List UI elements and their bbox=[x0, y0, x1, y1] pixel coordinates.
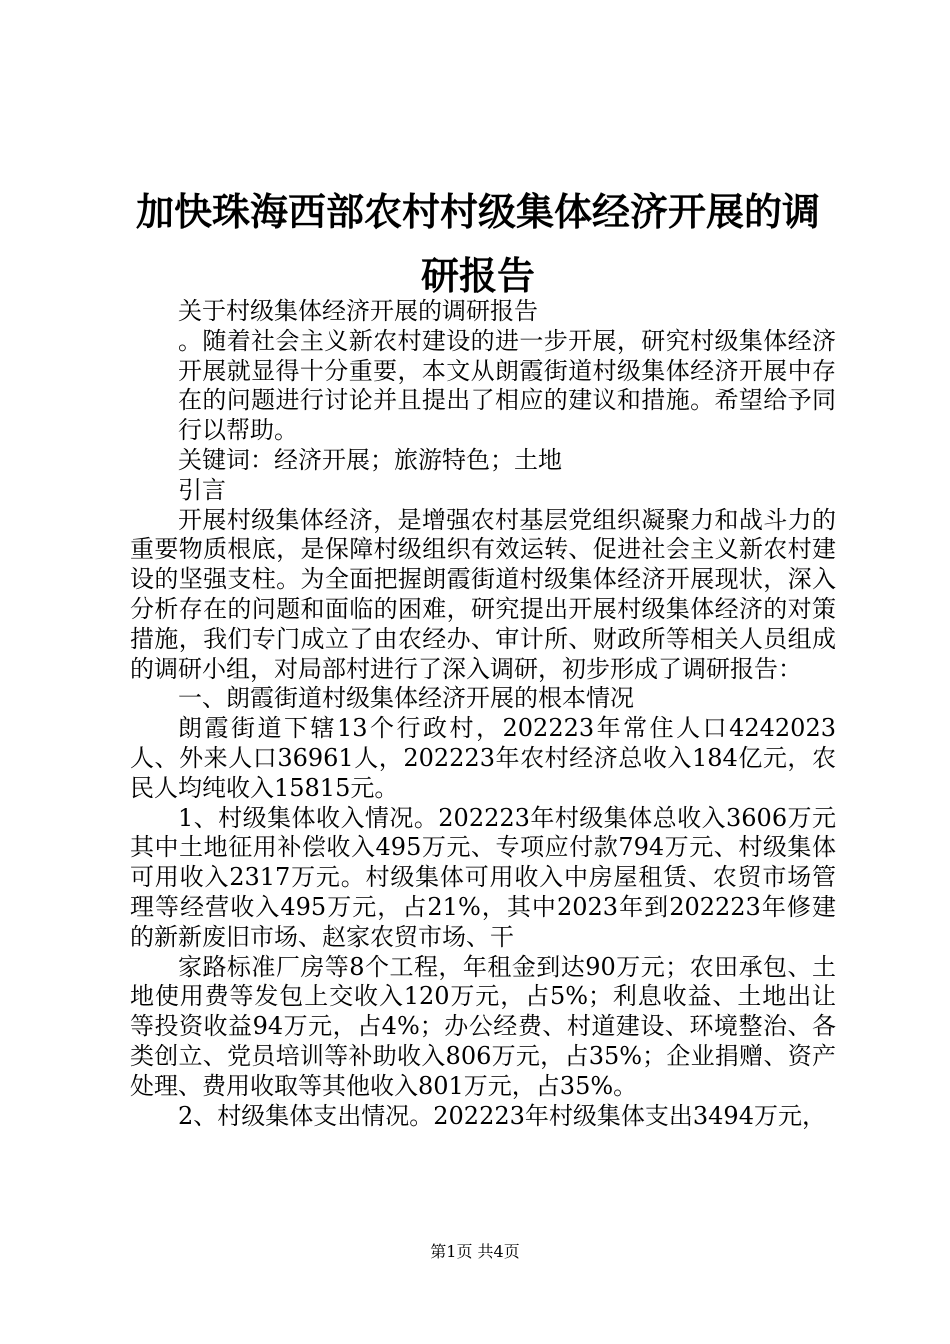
abstract-paragraph: 。随着社会主义新农村建设的进一步开展，研究村级集体经济开展就显得十分重要，本文从朗霞街道村级集体经济开展中存在的问题进行讨论并且提出了相应的建议和措施。希望给予同行以帮助。 bbox=[178, 326, 836, 445]
overview-paragraph: 朗霞街道下辖13个行政村，202223年常住人口4242023人、外来人口36961人，202223年农村经济总收入184亿元，农民人均纯收入15815元。 bbox=[130, 714, 836, 802]
expense-paragraph: 2、村级集体支出情况。202223年村级集体支出3494万元， bbox=[178, 1101, 826, 1130]
income-paragraph: 1、村级集体收入情况。202223年村级集体总收入3606万元其中土地征用补偿收入495万元、专项应付款794万元、村级集体可用收入2317万元。村级集体可用收入中房屋租赁、农贸市场管理等经营收入495万元，占21%，其中2023年到202223年修建的新新废旧市场、赵家农贸市场、干 bbox=[130, 803, 836, 951]
section-heading-1: 一、朗霞街道村级集体经济开展的根本情况 bbox=[178, 684, 634, 713]
page-footer: 第1页 共4页 bbox=[430, 1242, 520, 1261]
intro-paragraph: 开展村级集体经济，是增强农村基层党组织凝聚力和战斗力的重要物质根底，是保障村级组织有效运转、促进社会主义新农村建设的坚强支柱。为全面把握朗霞街道村级集体经济开展现状，深入分析存在的问题和面临的困难，研究提出开展村级集体经济的对策措施，我们专门成立了由农经办、审计所、财政所等相关人员组成的调研小组，对局部村进行了深入调研，初步形成了调研报告： bbox=[130, 505, 836, 683]
income-continued-paragraph: 家路标准厂房等8个工程，年租金到达90万元；农田承包、土地使用费等发包上交收入120万元，占5%；利息收益、土地出让等投资收益94万元，占4%；办公经费、村道建设、环境整治、各类创立、党员培训等补助收入806万元，占35%；企业捐赠、资产处理、费用收取等其他收入801万元，占35%。 bbox=[130, 952, 836, 1100]
document-body bbox=[130, 297, 836, 1131]
keywords-paragraph: 关键词：经济开展；旅游特色；土地 bbox=[178, 445, 562, 474]
subtitle-paragraph: 关于村级集体经济开展的调研报告 bbox=[178, 297, 538, 325]
intro-heading: 引言 bbox=[178, 475, 226, 504]
document-title: 加快珠海西部农村村级集体经济开展的调研报告 bbox=[135, 190, 820, 298]
